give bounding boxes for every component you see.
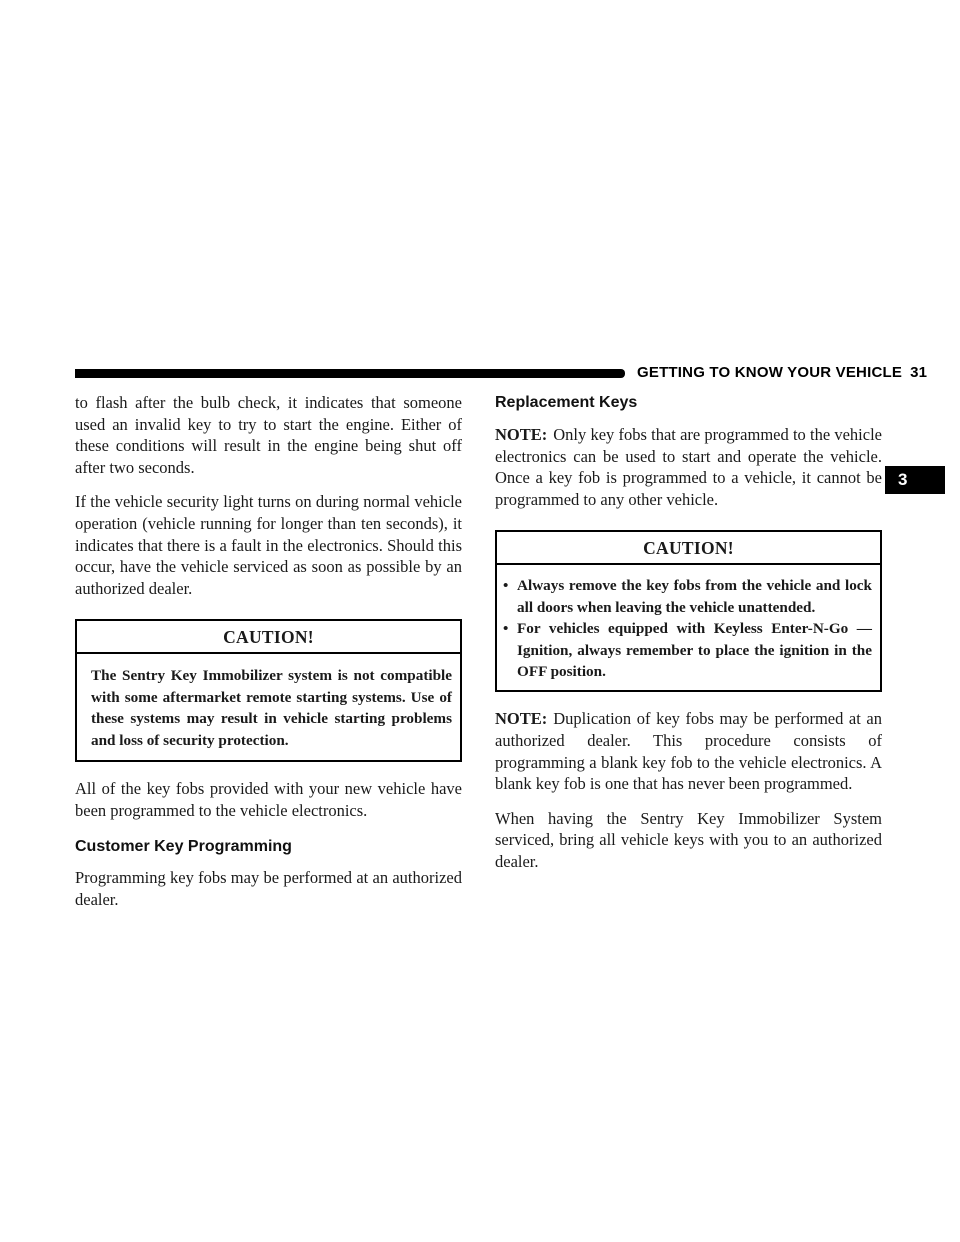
paragraph: Programming key fobs may be performed at an authorized dealer. bbox=[75, 868, 462, 909]
paragraph: If the vehicle security light turns on during normal vehicle operation (vehicle running for longer than ten seconds), it indicates that there is a fault in the electronics. Should this occur, have the vehicle serviced as soon as possible by an authorized dealer. bbox=[75, 492, 462, 598]
caution-box bbox=[75, 619, 462, 762]
caution-item-text: Always remove the key fobs from the vehicle and lock all doors when leaving the vehicle unattended. bbox=[517, 577, 872, 616]
note-text: Only key fobs that are programmed to the vehicle electronics can be used to start and operate the vehicle. Once a key fob is programmed to a vehicle, it cannot be programmed to any other vehicle. bbox=[495, 425, 882, 509]
right-column bbox=[495, 392, 882, 886]
header-rule bbox=[75, 369, 625, 378]
running-header bbox=[637, 364, 928, 382]
note-paragraph bbox=[495, 424, 882, 510]
paragraph: When having the Sentry Key Immobilizer System serviced, bring all vehicle keys with you to an authorized dealer. bbox=[495, 808, 882, 871]
section-heading: Replacement Keys bbox=[495, 394, 638, 411]
caution-item-text: For vehicles equipped with Keyless Enter-N-Go — Ignition, always remember to place the ignition in the OFF position. bbox=[517, 620, 872, 680]
note-label: NOTE: bbox=[495, 709, 548, 729]
paragraph: All of the key fobs provided with your new vehicle have been programmed to the vehicle electronics. bbox=[75, 778, 462, 820]
caution-heading: CAUTION! bbox=[77, 621, 460, 654]
caution-item bbox=[503, 575, 872, 618]
bullet-icon: • bbox=[503, 620, 509, 638]
left-column bbox=[75, 392, 462, 923]
caution-heading: CAUTION! bbox=[497, 532, 880, 565]
caution-item bbox=[503, 618, 872, 682]
caution-text: The Sentry Key Immobilizer system is not compatible with some aftermarket remote starting systems. Use of these systems may result in vehicle starting problems and loss of security protection. bbox=[91, 667, 452, 749]
page-number: 31 bbox=[910, 364, 928, 381]
note-paragraph bbox=[495, 708, 882, 794]
note-label: NOTE: bbox=[495, 425, 548, 444]
paragraph: to flash after the bulb check, it indicates that someone used an invalid key to try to start the engine. Either of these conditions will result in the engine being shut off after two seconds. bbox=[75, 393, 462, 477]
bullet-icon: • bbox=[503, 577, 509, 595]
chapter-tab: 3 bbox=[885, 466, 945, 494]
section-heading: Customer Key Programming bbox=[75, 838, 292, 856]
caution-list bbox=[497, 565, 880, 690]
caution-box bbox=[495, 530, 882, 692]
section-title: GETTING TO KNOW YOUR VEHICLE bbox=[637, 364, 903, 381]
note-text: Duplication of key fobs may be performed at an authorized dealer. This procedure consists of programming a blank key fob to the vehicle electronics. A blank key fob is one that has never been programmed. bbox=[495, 709, 882, 794]
